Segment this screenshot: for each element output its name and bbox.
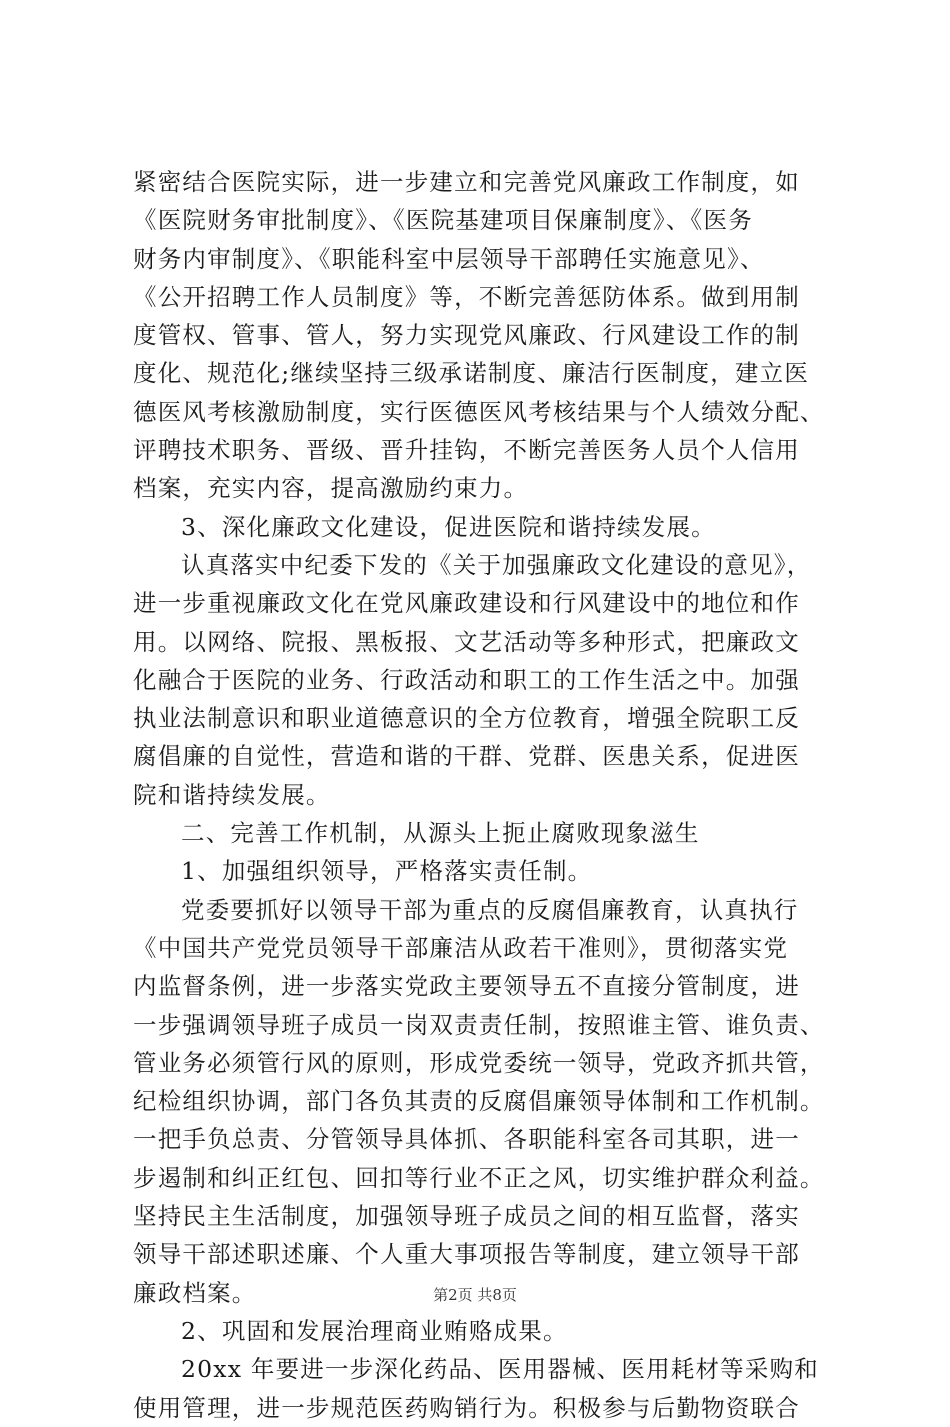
- text-line: 度化、规范化;继续坚持三级承诺制度、廉洁行医制度，建立医: [133, 359, 810, 388]
- text-line: 管业务必须管行风的原则，形成党委统一领导，党政齐抓共管，: [133, 1048, 825, 1077]
- text-line: 党委要抓好以领导干部为重点的反腐倡廉教育，认真执行: [181, 895, 799, 924]
- text-line: 廉政档案。: [133, 1278, 257, 1307]
- text-line: 财务内审制度》、《职能科室中层领导干部聘任实施意见》、: [133, 244, 765, 273]
- text-line: 德医风考核激励制度，实行医德医风考核结果与个人绩效分配、: [133, 397, 825, 426]
- text-line: 一把手负总责、分管领导具体抓、各职能科室各司其职，进一: [133, 1125, 800, 1154]
- text-line: 领导干部述职述廉、个人重大事项报告等制度，建立领导干部: [133, 1240, 800, 1269]
- text-line: 1、加强组织领导，严格落实责任制。: [181, 857, 593, 886]
- text-line: 使用管理，进一步规范医药购销行为。积极参与后勤物资联合: [133, 1393, 800, 1422]
- text-line: 2、巩固和发展治理商业贿赂成果。: [181, 1316, 568, 1345]
- text-line: 坚持民主生活制度，加强领导班子成员之间的相互监督，落实: [133, 1202, 800, 1231]
- text-line: 化融合于医院的业务、行政活动和职工的工作生活之中。加强: [133, 665, 800, 694]
- text-line: 腐倡廉的自觉性，营造和谐的干群、党群、医患关系，促进医: [133, 742, 800, 771]
- text-line: 《中国共产党党员领导干部廉洁从政若干准则》，贯彻落实党: [133, 933, 789, 962]
- text-line: 纪检组织协调，部门各负其责的反腐倡廉领导体制和工作机制。: [133, 1087, 825, 1116]
- text-line: 认真落实中纪委下发的《关于加强廉政文化建设的意见》，: [181, 550, 812, 579]
- text-line: 一步强调领导班子成员一岗双责责任制，按照谁主管、谁负责、: [133, 1010, 825, 1039]
- text-line: 3、深化廉政文化建设，促进医院和谐持续发展。: [181, 512, 716, 541]
- text-line: 院和谐持续发展。: [133, 780, 331, 809]
- text-line: 20xx 年要进一步深化药品、医用器械、医用耗材等采购和: [181, 1355, 819, 1384]
- document-body: [133, 163, 833, 1427]
- text-line: 步遏制和纠正红包、回扣等行业不正之风，切实维护群众利益。: [133, 1163, 825, 1192]
- text-line: 档案，充实内容，提高激励约束力。: [133, 474, 529, 503]
- text-line: 评聘技术职务、晋级、晋升挂钩，不断完善医务人员个人信用: [133, 436, 800, 465]
- text-line: 紧密结合医院实际，进一步建立和完善党风廉政工作制度，如: [133, 168, 800, 196]
- text-line: 《公开招聘工作人员制度》等，不断完善惩防体系。做到用制: [133, 282, 800, 311]
- text-line: 进一步重视廉政文化在党风廉政建设和行风建设中的地位和作: [133, 589, 800, 618]
- text-line: 度管权、管事、管人，努力实现党风廉政、行风建设工作的制: [133, 321, 800, 350]
- text-line: 二、完善工作机制，从源头上扼止腐败现象滋生: [181, 819, 700, 848]
- page-footer: 第2页 共8页: [433, 1286, 517, 1304]
- text-line: 执业法制意识和职业道德意识的全方位教育，增强全院职工反: [133, 704, 800, 733]
- text-line: 《医院财务审批制度》、《医院基建项目保廉制度》、《医务: [133, 206, 753, 235]
- text-line: 内监督条例，进一步落实党政主要领导五不直接分管制度，进: [133, 972, 800, 1001]
- text-line: 用。以网络、院报、黑板报、文艺活动等多种形式，把廉政文: [133, 627, 800, 656]
